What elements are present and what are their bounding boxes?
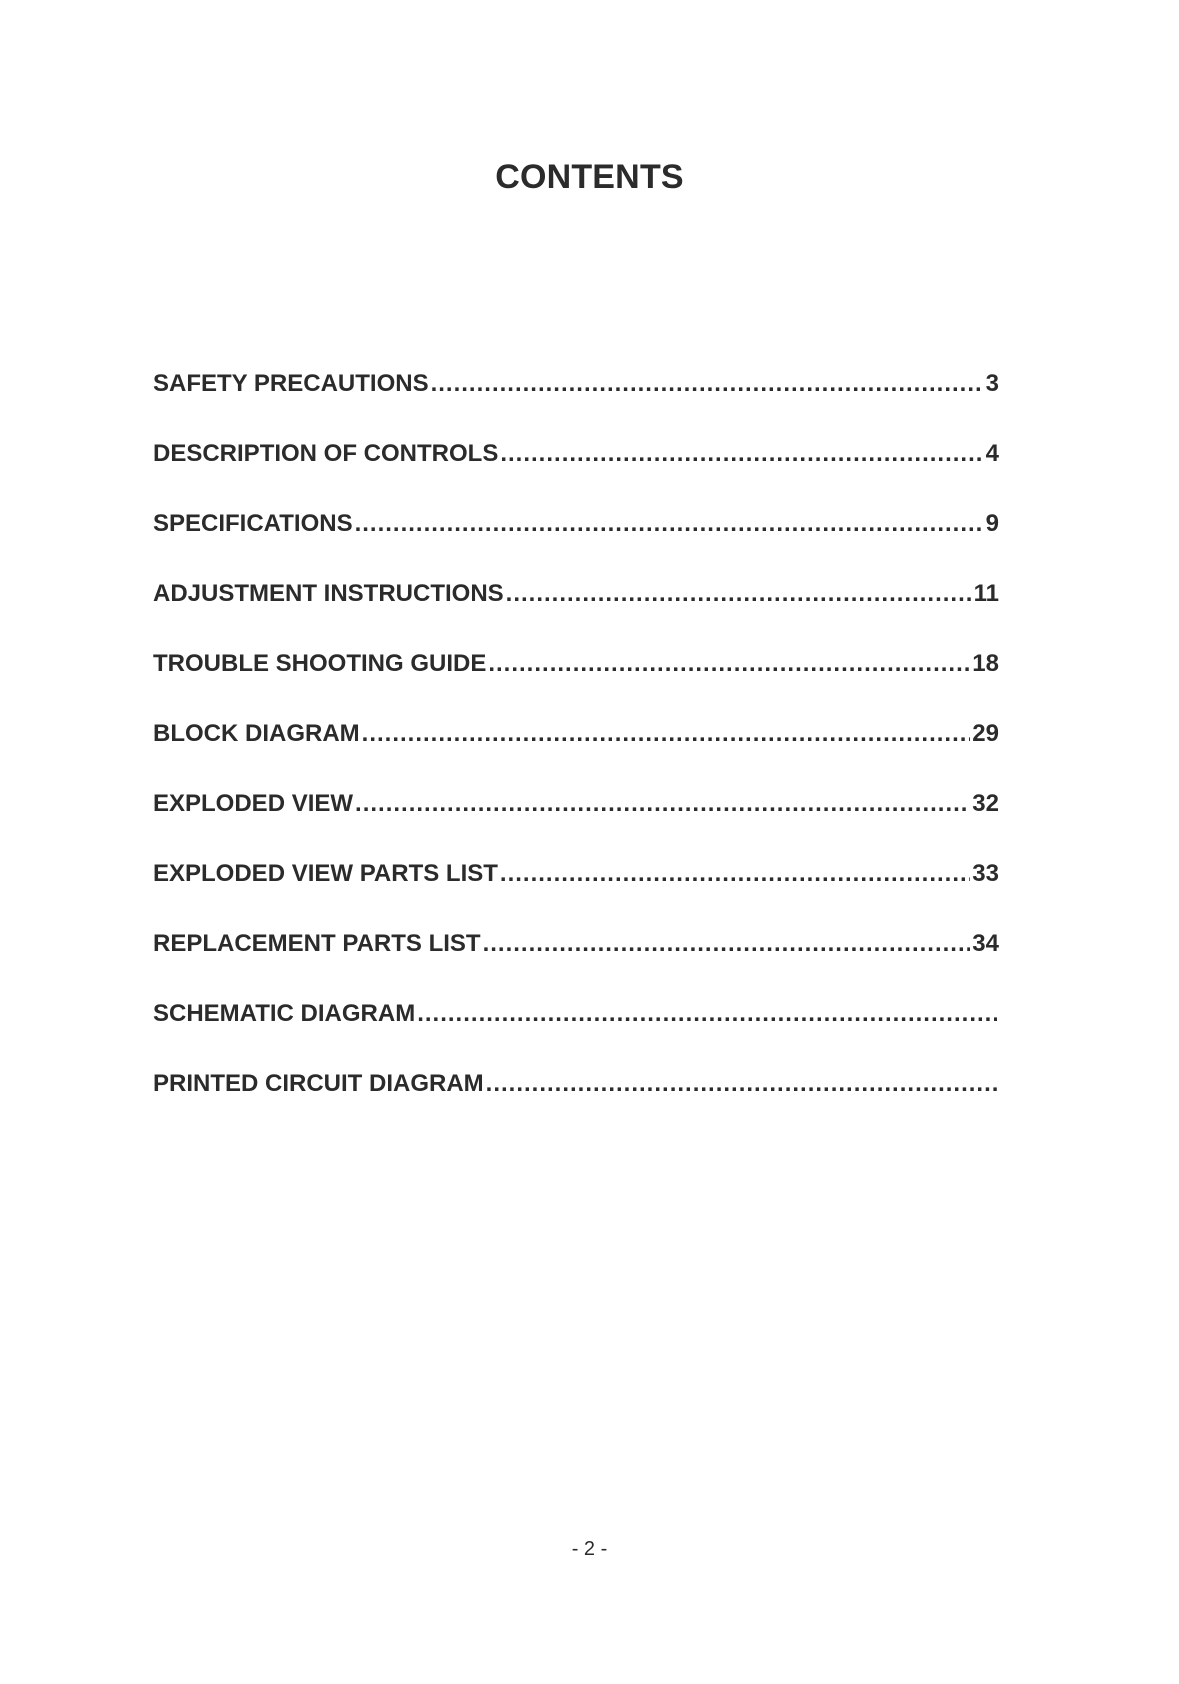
toc-dot-leader: [355, 510, 984, 538]
toc-entry-title: EXPLODED VIEW: [153, 790, 354, 817]
toc-entry-specifications[interactable]: [153, 510, 999, 580]
toc-entry-title: SCHEMATIC DIAGRAM: [153, 1000, 416, 1027]
toc-entry-page: 9: [985, 510, 999, 537]
toc-dot-leader: [417, 1000, 997, 1028]
table-of-contents: [153, 370, 999, 1140]
toc-entry-title: TROUBLE SHOOTING GUIDE: [153, 650, 487, 677]
toc-entry-title: REPLACEMENT PARTS LIST: [153, 930, 481, 957]
toc-dot-leader: [483, 930, 971, 958]
toc-entry-title: PRINTED CIRCUIT DIAGRAM: [153, 1070, 484, 1097]
toc-dot-leader: [488, 650, 970, 678]
toc-entry-page: 33: [972, 860, 999, 887]
toc-entry-page: 32: [972, 790, 999, 817]
toc-entry-schematic-diagram[interactable]: [153, 1000, 999, 1070]
toc-dot-leader: [486, 1070, 997, 1098]
toc-entry-replacement-parts-list[interactable]: [153, 930, 999, 1000]
toc-entry-title: SAFETY PRECAUTIONS: [153, 370, 429, 397]
toc-entry-printed-circuit-diagram[interactable]: [153, 1070, 999, 1140]
toc-entry-page: 3: [985, 370, 999, 397]
toc-entry-description-of-controls[interactable]: [153, 440, 999, 510]
toc-entry-page: 34: [972, 930, 999, 957]
toc-dot-leader: [362, 720, 971, 748]
page-title: CONTENTS: [495, 158, 684, 196]
page-number: - 2 -: [571, 1538, 608, 1560]
toc-entry-adjustment-instructions[interactable]: [153, 580, 999, 650]
toc-entry-title: EXPLODED VIEW PARTS LIST: [153, 860, 498, 887]
toc-entry-exploded-view-parts-list[interactable]: [153, 860, 999, 930]
toc-entry-title: DESCRIPTION OF CONTROLS: [153, 440, 499, 467]
toc-entry-exploded-view[interactable]: [153, 790, 999, 860]
toc-dot-leader: [506, 580, 972, 608]
toc-entry-page: 18: [972, 650, 999, 677]
toc-dot-leader: [500, 440, 983, 468]
toc-entry-title: ADJUSTMENT INSTRUCTIONS: [153, 580, 504, 607]
toc-entry-title: BLOCK DIAGRAM: [153, 720, 360, 747]
toc-dot-leader: [500, 860, 970, 888]
toc-dot-leader: [431, 370, 984, 398]
toc-entry-block-diagram[interactable]: [153, 720, 999, 790]
toc-dot-leader: [355, 790, 970, 818]
toc-entry-page: 11: [973, 580, 999, 607]
toc-entry-safety-precautions[interactable]: [153, 370, 999, 440]
toc-entry-trouble-shooting-guide[interactable]: [153, 650, 999, 720]
toc-entry-page: 4: [985, 440, 999, 467]
toc-entry-title: SPECIFICATIONS: [153, 510, 353, 537]
toc-entry-page: 29: [972, 720, 999, 747]
